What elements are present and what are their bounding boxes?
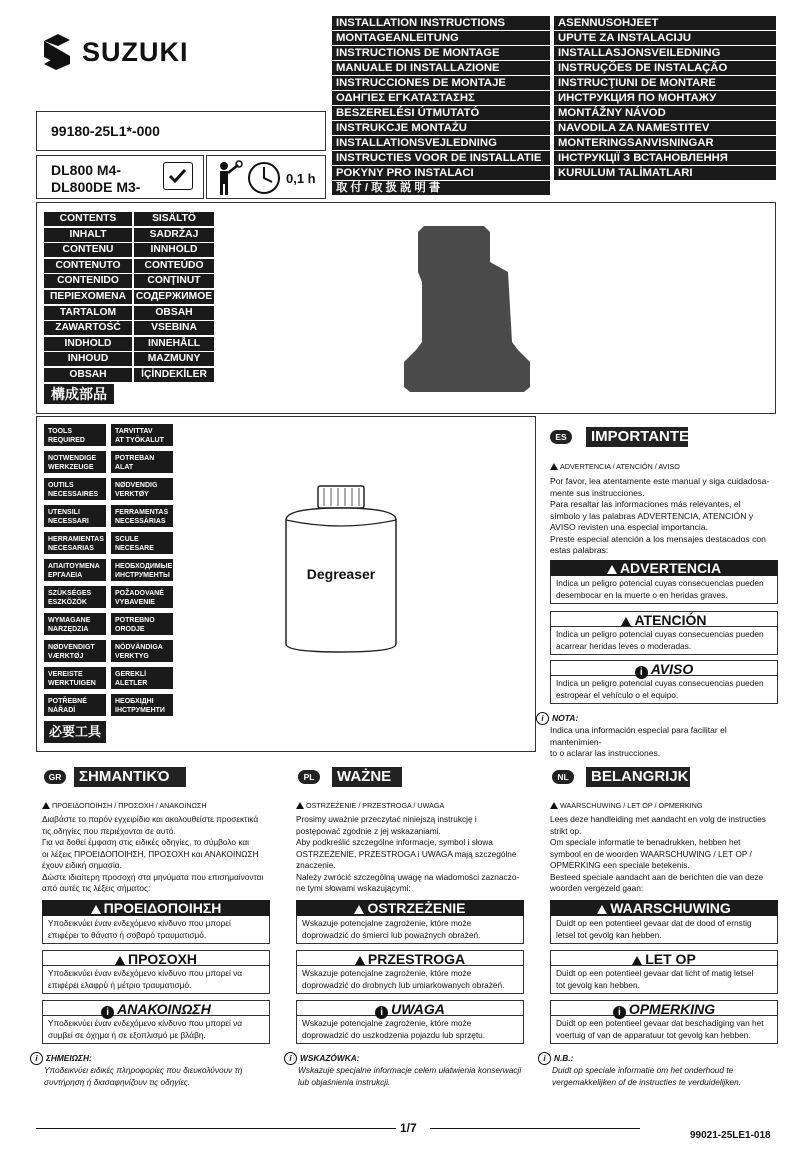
level-nl-1: WAARSCHUWING Duidt op een potentieel gevaar dat de dood of ernstig letsel tot gevolg kan hebben.: [550, 900, 778, 944]
tools-label: POTŘEBNÉ NÁŘADÍ: [44, 694, 106, 716]
part-number-box: [36, 111, 326, 151]
title-item: INSTRUCCIONES DE MONTAJE: [332, 76, 550, 90]
title-item: MANUALE DI INSTALLAZIONE: [332, 61, 550, 75]
warning-icon: [354, 905, 364, 914]
warning-icon: [597, 905, 607, 914]
note-gr: i ΣΗΜΕΙΩΣΗ: Υποδεικνύει ειδικές πληροφορίες που διευκολύνουν τη συντήρηση ή διασαφηνίζουν τις οδηγίες.: [30, 1052, 274, 1088]
title-item: INSTALLASJONSVEILEDNING: [554, 46, 776, 60]
title-item: INSTRUÇÕES DE INSTALAÇÃO: [554, 61, 776, 75]
caution-icon: [115, 956, 125, 965]
contents-label-jp: 構成部品: [44, 384, 114, 404]
contents-label: İÇİNDEKİLER: [134, 368, 214, 382]
model-2: DL800DE M3-: [51, 179, 141, 195]
titles-list-1: [332, 16, 550, 196]
brand-name: SUZUKI: [82, 36, 189, 67]
note-pl: i WSKAZÓWKA: Wskazuje specjalne informacje celem ułatwienia konserwacji lub objaśnienia instrukcji.: [284, 1052, 530, 1088]
tools-label: НЕОБХОДИМЫЕ ИНСТРУМЕНТЫ: [111, 559, 173, 581]
title-item: MONTAGEANLEITUNG: [332, 31, 550, 45]
level-gr-1: ΠΡΟΕΙΔΟΠΟΙΗΣΗ Υποδεικνύει έναν ενδεχόμενο κίνδυνο που μπορεί επιφέρει το θάνατο ή σοβαρό τραυματισμό.: [42, 900, 270, 944]
body-nl: Lees deze handleiding met aandacht en volg de instructies strikt op. Om speciale informatie te benadrukken, hebben het symbool en de woorden WAARSCHUWING / LET OP / OPMERKING een speciale betekenis. Besteed speciale aandacht aan de berichten die van deze woorden vergezeld gaan:: [550, 814, 766, 893]
contents-label: INHALT: [44, 228, 132, 242]
tools-col-1: [44, 424, 106, 743]
body-es: Por favor, lea atentamente este manual y siga cuidadosa- mente sus instrucciones. Para resaltar las informaciones más relevantes, el símbolo y las palabras ADVERTENCIA, ATENCIÓN y AVISO revisten una especial importancia. Preste especial atención a los mensajes destacados con estas palabras:: [550, 476, 770, 555]
page-number: 1/7: [400, 1121, 417, 1135]
title-item: INSTALLATION INSTRUCTIONS: [332, 16, 550, 30]
contents-label: INDHOLD: [44, 337, 132, 351]
tools-label: HERRAMIENTAS NECESARIAS: [44, 532, 106, 554]
contents-label: MAZMUNY: [134, 352, 214, 366]
notice-icon: i: [375, 1006, 388, 1019]
title-item: INSTRUCTIONS DE MONTAGE: [332, 46, 550, 60]
tools-label: OUTILS NECESSAIRES: [44, 478, 106, 500]
time-box: [206, 155, 326, 199]
lang-badge-nl: NL: [552, 770, 574, 784]
degreaser-label: Degreaser: [306, 566, 376, 582]
contents-label: SISÄLTÖ: [134, 212, 214, 226]
warning-icon: [296, 802, 304, 809]
contents-col-1: [44, 212, 132, 404]
footer-rule-right: [430, 1128, 640, 1129]
mechanic-wrench-icon: [212, 160, 244, 196]
tools-label-jp: 必要工具: [44, 721, 106, 743]
contents-label: TARTALOM: [44, 306, 132, 320]
contents-label: CONTENTS: [44, 212, 132, 226]
title-item: MONTERINGSANVISNINGAR: [554, 136, 776, 150]
legend-nl: WAARSCHUWING / LET OP / OPMERKING: [550, 801, 776, 811]
note-icon: i: [538, 1052, 551, 1065]
caution-icon: [621, 617, 631, 626]
section-title-es: IMPORTANTE: [586, 427, 688, 447]
level-es-3: i AVISO Indica un peligro potencial cuyas consecuencias pueden estropear el vehículo o el equipo.: [550, 660, 778, 704]
contents-label: ΠΕΡΙΕΧΟΜΕΝΑ: [44, 290, 132, 304]
level-nl-3: i OPMERKING Duidt op een potentieel gevaar dat beschadiging van het voertuig of van de apparatuur tot gevolg kan hebben.: [550, 1000, 778, 1044]
title-item: ИНСТРУКЦИЯ ПО МОНТАЖУ: [554, 91, 776, 105]
title-item: INSTALLATIONSVEJLEDNING: [332, 136, 550, 150]
contents-label: VSEBINA: [134, 321, 214, 335]
body-gr: Διαβάστε το παρόν εγχειρίδιο και ακολουθείστε προσεκτικά τις οδηγίες που περιέχονται σε αυτό. Για να δοθεί έμφαση στις ειδικές οδηγίες, το σύμβολο και οι λέξεις ΠΡΟΕΙΔΟΠΟΙΗΣΗ, ΠΡΟΣΟΧΗ και ΑΝΑΚΟΙΝΩΣΗ έχουν ειδική σημασία. Δώστε ιδιαίτερη προσοχή στα μηνύματα που επισημαίνονται από αυτές τις λέξεις σήματος:: [42, 814, 264, 893]
lang-badge-pl: PL: [298, 770, 320, 784]
contents-label: INHOUD: [44, 352, 132, 366]
title-item: 取 付 / 取 扱 説 明 書: [332, 181, 550, 195]
tools-label: VEREISTE WERKTUIGEN: [44, 667, 106, 689]
title-item: MONTÁŽNY NÁVOD: [554, 106, 776, 120]
legend-gr: ΠΡΟΕΙΔΟΠΟΙΗΣΗ / ΠΡΟΣΟΧΗ / ΑΝΑΚΟΙΝΩΣΗ: [42, 801, 268, 811]
notice-icon: i: [635, 666, 648, 679]
caution-icon: [632, 956, 642, 965]
caution-icon: [355, 956, 365, 965]
title-item: INSTRUCŢIUNI DE MONTARE: [554, 76, 776, 90]
legend-pl: OSTRZEŻENIE / PRZESTROGA / UWAGA: [296, 801, 522, 811]
notice-icon: i: [101, 1006, 114, 1019]
suzuki-logo: [40, 30, 240, 74]
title-item: INSTRUKCJE MONTAŻU: [332, 121, 550, 135]
note-icon: i: [536, 712, 549, 725]
tools-label: TARVITTAV AT TYÖKALUT: [111, 424, 173, 446]
tools-label: NOTWENDIGE WERKZEUGE: [44, 451, 106, 473]
titles-list-2: [554, 16, 776, 181]
tools-label: SCULE NECESARE: [111, 532, 173, 554]
warning-icon: [550, 802, 558, 809]
title-item: ΟΔΗΓΙΕΣ ΕΓΚΑΤΑΣΤΑΣΗΣ: [332, 91, 550, 105]
lang-badge-es: ES: [550, 430, 572, 444]
tools-label: FERRAMENTAS NECESSÁRIAS: [111, 505, 173, 527]
tools-label: SZÜKSÉGES ESZKÖZÖK: [44, 586, 106, 608]
contents-label: CONŢINUT: [134, 274, 214, 288]
contents-label: СОДЕРЖИМОЕ: [135, 290, 213, 302]
warning-icon: [91, 905, 101, 914]
tools-label: GEREKLİ ALETLER: [111, 667, 173, 689]
level-pl-1: OSTRZEŻENIE Wskazuje potencjalne zagrożenie, które może doprowadzić do śmierci lub poważnych obrażeń.: [296, 900, 524, 944]
level-es-1: ADVERTENCIA Indica un peligro potencial cuyas consecuencias pueden desembocar en la muerte o en heridas graves.: [550, 560, 778, 604]
level-es-2: ATENCIÓN Indica un peligro potencial cuyas consecuencias pueden acarrear heridas leves o moderadas.: [550, 611, 778, 655]
level-gr-2: ΠΡΟΣΟΧΗ Υποδεικνύει έναν ενδεχόμενο κίνδυνο που μπορεί να επιφέρει ελαφρύ ή μέτριο τραυματισμό.: [42, 950, 270, 994]
check-icon: [163, 162, 193, 190]
contents-label: CONTENIDO: [44, 274, 132, 288]
note-icon: i: [284, 1052, 297, 1065]
title-item: BESZERELÉSI ÚTMUTATÓ: [332, 106, 550, 120]
tools-label: POTREBAN ALAT: [111, 451, 173, 473]
tools-label: ΑΠΑΙΤΟΥΜΕΝΑ ΕΡΓΑΛΕΙΑ: [44, 559, 106, 581]
level-pl-2: PRZESTROGA Wskazuje potencjalne zagrożenie, które może doprowadzić do drobnych lub umiarkowanych obrażeń.: [296, 950, 524, 994]
clock-icon: [247, 161, 281, 195]
document-code: 99021-25LE1-018: [690, 1130, 771, 1141]
warning-icon: [42, 802, 50, 809]
title-item: INSTRUCTIES VOOR DE INSTALLATIE: [332, 151, 550, 165]
level-pl-3: i UWAGA Wskazuje potencjalne zagrożenie, które może doprowadzić do uszkodzenia pojazdu lub sprzętu.: [296, 1000, 524, 1044]
contents-label: CONTENUTO: [44, 259, 132, 273]
contents-label: INNHOLD: [134, 243, 214, 257]
note-nl: i N.B.: Duidt op speciale informatie om het onderhoud te vergemakkelijken of de instructies te verduidelijken.: [538, 1052, 782, 1088]
time-value: 0,1 h: [286, 171, 316, 186]
level-nl-2: LET OP Duidt op een potentieel gevaar dat licht of matig letsel tot gevolg kan hebben.: [550, 950, 778, 994]
title-item: ASENNUSOHJEET: [554, 16, 776, 30]
tools-label: NØDVENDIG VERKTØY: [111, 478, 173, 500]
contents-label: CONTENU: [44, 243, 132, 257]
tools-col-2: [111, 424, 173, 716]
tools-label: NÖDVÄNDIGA VERKTYG: [111, 640, 173, 662]
contents-label: INNEHÅLL: [134, 337, 214, 351]
notice-icon: i: [613, 1006, 626, 1019]
title-item: KURULUM TALİMATLARI: [554, 166, 776, 180]
body-pl: Prosimy uważnie przeczytać niniejszą instrukcję i postępować zgodnie z jej wskazaniami. Aby podkreślić szczególne informacje, symbol i słowa OSTRZEŻENIE, PRZESTROGA i UWAGA mają szczególne znaczenie. Należy zwrócić szczególną uwagę na wiadomości zaznaczo- ne tymi słowami wskazującymi:: [296, 814, 520, 893]
title-item: POKYNY PRO INSTALACI: [332, 166, 550, 180]
level-gr-3: i ΑΝΑΚΟΙΝΩΣΗ Υποδεικνύει έναν ενδεχόμενο κίνδυνο που μπορεί να συμβεί σε όχημα ή σε εξοπλισμό με βλάβη.: [42, 1000, 270, 1044]
section-title-gr: ΣΗΜΑΝΤΙΚΌ: [74, 767, 186, 787]
tools-label: TOOLS REQUIRED: [44, 424, 106, 446]
warning-icon: [607, 565, 617, 574]
tools-label: NØDVENDIGT VÆRKTØJ: [44, 640, 106, 662]
section-title-pl: WAŻNE: [332, 767, 402, 787]
contents-label: ZAWARTOŚĆ: [44, 321, 132, 335]
suzuki-s-icon: [40, 33, 74, 71]
part-number: 99180-25L1*-000: [51, 123, 160, 139]
title-item: ІНСТРУКЦІЇ З ВСТАНОВЛЕННЯ: [554, 151, 776, 165]
contents-label: OBSAH: [44, 368, 132, 382]
warning-icon: [550, 463, 558, 470]
tools-label: WYMAGANE NARZĘDZIA: [44, 613, 106, 635]
contents-label: OBSAH: [134, 306, 214, 320]
seat-pad-illustration: [400, 222, 560, 392]
note-icon: i: [30, 1052, 43, 1065]
legend-es: ADVERTENCIA / ATENCIÓN / AVISO: [550, 462, 776, 472]
tools-label: POTREBNO ORODJE: [111, 613, 173, 635]
lang-badge-gr: GR: [44, 770, 66, 784]
footer-rule-left: [36, 1128, 396, 1129]
note-es: i NOTA: Indica una información especial para facilitar el mantenimien- to o aclarar las instrucciones.: [536, 712, 778, 760]
title-item: NAVODILA ZA NAMESTITEV: [554, 121, 776, 135]
title-item: UPUTE ZA INSTALACIJU: [554, 31, 776, 45]
model-1: DL800 M4-: [51, 162, 122, 178]
tools-label: POŽADOVANÉ VYBAVENIE: [111, 586, 173, 608]
tools-label: НЕОБХІДНІ ІНСТРУМЕНТИ: [111, 694, 173, 716]
contents-col-2: [134, 212, 214, 382]
contents-label: CONTEÚDO: [134, 259, 214, 273]
model-box: [36, 155, 204, 199]
contents-label: SADRŽAJ: [134, 228, 214, 242]
tools-label: UTENSILI NECESSARI: [44, 505, 106, 527]
section-title-nl: BELANGRIJK: [586, 767, 690, 787]
